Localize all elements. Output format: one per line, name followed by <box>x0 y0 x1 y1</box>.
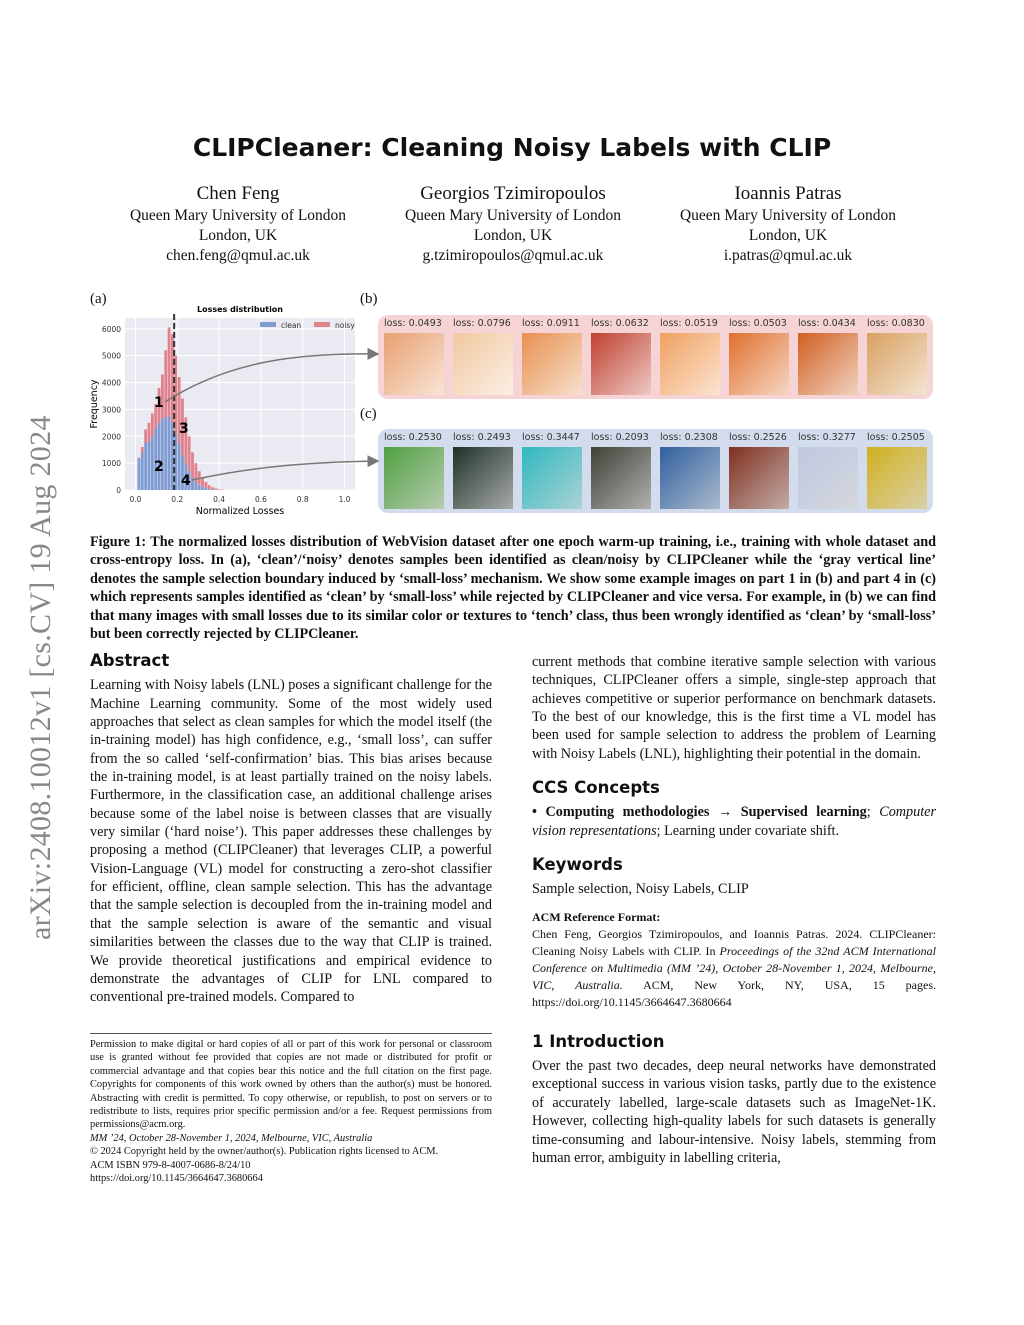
permission-text: Permission to make digital or hard copies of all or part of this work for personal or classroom use is granted without fee provided that copies are not made or distributed for profit or commercial advantage and that copies bear this notice and the full citation on the first page. Copyrights for components of this work owned by others than the author(s) must be honored. Abstracting with credit is permitted. To copy otherwise, or republish, to post on servers or to redistribute to lists, requires prior specific permission and/or a fee. Request permissions from permissions@acm.org. <box>90 1039 492 1131</box>
chart-title: Losses distribution <box>196 305 284 314</box>
bar-clean <box>168 416 171 490</box>
bar-noisy <box>188 436 191 471</box>
author-email: g.tzimiropoulos@qmul.ac.uk <box>422 247 604 264</box>
abstract-text: Learning with Noisy labels (LNL) poses a significant challenge for the Machine Learning community. Some of the most widely used approaches that select as clean samples for which the model itself (the in-training model) has high confidence, e.g., ‘small loss’, can suffer from the so called ‘self-confirmation’ bias. This bias arises because the in-training model, is at least partially trained on the noisy labels. Furthermore, in the classification case, an additional challenge arises because some of the label noise is between classes that are visually very similar (‘hard noise’). This paper addresses these challenges by proposing a method (CLIPCleaner) that leverages CLIP, a powerful Vision-Language (VL) model for constructing a zero-shot classifier for efficient, offline, clean sample selection. This has the advantage that the sample selection is decoupled from the in-training model and that the sample selection is aware of the semantic and visual similarities between the classes due to the way that CLIP is trained. We provide theoretical justifications and empirical evidence to demonstrate the advantages of CLIP for LNL compared to conventional pre-trained models. Compared to <box>90 677 492 1006</box>
loss-label: loss: 0.0493 <box>384 318 442 329</box>
example-image <box>867 447 927 509</box>
panel-c-images <box>378 429 933 513</box>
loss-label: loss: 0.3277 <box>798 432 856 443</box>
bar-noisy <box>164 350 167 417</box>
author-location: London, UK <box>748 227 828 244</box>
bar-noisy <box>214 488 217 489</box>
abstract-heading: Abstract <box>90 651 170 670</box>
bar-clean <box>144 443 147 490</box>
bar-noisy <box>218 489 221 490</box>
x-tick-label: 0.2 <box>171 495 184 504</box>
author-email: chen.feng@qmul.ac.uk <box>166 247 310 264</box>
legend-swatch-noisy <box>314 322 330 327</box>
bar-noisy <box>208 485 211 489</box>
example-image <box>384 333 444 395</box>
example-image <box>729 447 789 509</box>
y-tick-label: 3000 <box>101 405 121 415</box>
author-location: London, UK <box>473 227 553 244</box>
ccs-heading: CCS Concepts <box>532 778 660 798</box>
bar-clean <box>191 478 194 490</box>
bar-clean <box>204 488 207 490</box>
acm-ref-text: Chen Feng, Georgios Tzimiropoulos, and Ioannis Patras. 2024. CLIPCleaner: Cleaning Noisy Labels with CLIP. In <box>532 926 936 958</box>
panel-c-label: (c) <box>360 406 377 422</box>
loss-label: loss: 0.2530 <box>384 432 442 443</box>
author-email: i.patras@qmul.ac.uk <box>723 247 853 264</box>
author-name: Georgios Tzimiropoulos <box>420 183 606 204</box>
acm-ref-proceedings: Proceedings of the 32nd ACM International Conference on Multimedia (MM ’24), October 28-November 1, 2024, Melbourne, VIC, Australia. <box>532 943 936 992</box>
region-marker-1: 1 <box>154 395 164 411</box>
bar-clean <box>148 442 151 490</box>
doi-link[interactable]: https://doi.org/10.1145/3664647.3680664 <box>90 1173 263 1185</box>
bar-noisy <box>191 452 194 478</box>
arxiv-identifier: arXiv:2408.10012v1 [cs.CV] 19 Aug 2024 <box>24 415 57 940</box>
bar-clean <box>141 452 144 490</box>
x-axis-label: Normalized Losses <box>195 506 285 517</box>
example-image <box>729 333 789 395</box>
y-axis-label: Frequency <box>89 379 100 429</box>
example-image <box>591 333 651 395</box>
loss-label: loss: 0.3447 <box>522 432 580 443</box>
region-marker-3: 3 <box>179 421 189 437</box>
y-tick-label: 1000 <box>101 459 121 469</box>
figure-caption: Figure 1: The normalized losses distribution of WebVision dataset after one epoch warm-up training, i.e., training with whole dataset and cross-entropy loss. In (a), ‘clean’/‘noisy’ denotes samples been identified as clean/noisy by CLIPCleaner while the ‘gray vertical line’ denotes the sample selection boundary induced by ‘small-loss’ mechanism. We show some example images on part 1 in (b) and part 4 in (c) which represents samples identified as ‘clean’ by ‘small-loss’ while rejected by CLIPCleaner and vice versa. For example, in (b) we can find that many images with small losses due to its similar color or textures to ‘tench’ class, thus been wrongly identified as ‘clean’ by ‘small-loss’ but been correctly rejected by CLIPCleaner. <box>90 534 936 643</box>
venue: MM ’24, October 28-November 1, 2024, Melbourne, VIC, Australia <box>90 1132 373 1144</box>
ccs-italic: Computer vision representations <box>532 804 936 839</box>
loss-label: loss: 0.0519 <box>660 318 718 329</box>
bar-noisy <box>151 413 154 436</box>
bar-noisy <box>194 463 197 482</box>
ccs-text <box>532 803 936 840</box>
legend-noisy: noisy <box>335 321 355 330</box>
loss-label: loss: 0.2526 <box>729 432 787 443</box>
y-tick-label: 6000 <box>101 324 121 334</box>
bar-noisy <box>141 447 144 452</box>
bar-clean <box>208 489 211 490</box>
x-tick-label: 0.4 <box>213 495 226 504</box>
bar-noisy <box>168 327 171 416</box>
acm-ref-tail: ACM, New York, NY, USA, 15 pages. https://doi.org/10.1145/3664647.3680664 <box>532 977 936 1009</box>
permission-block <box>90 1033 492 1185</box>
bar-clean <box>161 419 164 490</box>
y-tick-label: 2000 <box>101 432 121 442</box>
author-affiliation: Queen Mary University of London <box>404 207 622 224</box>
region-marker-2: 2 <box>154 459 164 475</box>
author-block <box>373 182 653 266</box>
loss-label: loss: 0.2505 <box>867 432 925 443</box>
y-tick-label: 5000 <box>101 351 121 361</box>
bar-clean <box>158 423 161 490</box>
x-tick-label: 0.0 <box>129 495 142 504</box>
bar-clean <box>164 417 167 490</box>
bar-noisy <box>174 356 177 434</box>
example-image <box>384 447 444 509</box>
abstract-section <box>90 652 492 1007</box>
abstract-continued: current methods that combine iterative sample selection with various techniques, CLIPCleaner offers a simple, single-step approach that achieves competitive or superior performance on benchmark datasets. To the best of our knowledge, this is the first time a VL model has been used for sample selection to address the problem of Learning with Noisy Labels (LNL), highlighting their potential in the domain. <box>532 654 936 762</box>
copyright: © 2024 Copyright held by the owner/author(s). Publication rights licensed to ACM. <box>90 1146 439 1158</box>
intro-heading: 1 Introduction <box>532 1031 665 1051</box>
bar-clean <box>198 485 201 490</box>
bar-clean <box>211 489 214 490</box>
ccs-rest: ; Learning under covariate shift. <box>656 822 840 839</box>
keywords-heading: Keywords <box>532 855 623 875</box>
loss-label: loss: 0.0911 <box>522 318 580 329</box>
x-tick-label: 0.6 <box>254 495 267 504</box>
y-tick-label: 0 <box>116 486 121 495</box>
bar-noisy <box>138 458 141 459</box>
losses-histogram <box>85 300 385 522</box>
legend-swatch-clean <box>260 322 276 327</box>
author-name: Chen Feng <box>196 183 280 204</box>
loss-label: loss: 0.0632 <box>591 318 649 329</box>
region-marker-4: 4 <box>181 473 191 489</box>
example-image <box>798 447 858 509</box>
intro-text: Over the past two decades, deep neural networks have demonstrated exceptional success in various vision tasks, partly due to the existence of accurately labelled, large-scale datasets such as ImageNet-1K. However, collecting high-quality labels for such datasets is generally time-consuming and labour-intensive. Noisy labels, stemming from human error, ambiguity in labelling criteria, <box>532 1058 936 1166</box>
example-image <box>867 333 927 395</box>
panel-b-images <box>378 315 933 399</box>
bar-noisy <box>211 487 214 489</box>
example-image <box>798 333 858 395</box>
example-image <box>591 447 651 509</box>
bar-noisy <box>201 478 204 487</box>
bar-noisy <box>144 430 147 443</box>
x-tick-label: 0.8 <box>296 495 309 504</box>
bar-noisy <box>204 482 207 488</box>
right-column <box>532 653 936 1167</box>
loss-label: loss: 0.2308 <box>660 432 718 443</box>
loss-label: loss: 0.2093 <box>591 432 649 443</box>
paper-title: CLIPCleaner: Cleaning Noisy Labels with CLIP <box>192 133 832 162</box>
author-block <box>98 182 378 266</box>
example-image <box>522 447 582 509</box>
example-image <box>453 447 513 509</box>
panel-b-label: (b) <box>360 291 378 307</box>
legend-clean: clean <box>281 321 302 330</box>
loss-label: loss: 0.0434 <box>798 318 856 329</box>
isbn: ACM ISBN 979-8-4007-0686-8/24/10 <box>90 1159 251 1171</box>
example-image <box>660 333 720 395</box>
author-affiliation: Queen Mary University of London <box>129 207 347 224</box>
author-affiliation: Queen Mary University of London <box>679 207 897 224</box>
x-tick-label: 1.0 <box>338 495 351 504</box>
loss-label: loss: 0.2493 <box>453 432 511 443</box>
loss-label: loss: 0.0830 <box>867 318 925 329</box>
bar-noisy <box>198 471 201 484</box>
bar-noisy <box>148 423 151 442</box>
bar-clean <box>194 482 197 490</box>
example-image <box>660 447 720 509</box>
ccs-sep: ; <box>866 804 880 821</box>
loss-label: loss: 0.0503 <box>729 318 787 329</box>
loss-label: loss: 0.0796 <box>453 318 511 329</box>
ccs-bullet: • Computing methodologies → Supervised learning <box>532 804 867 821</box>
example-image <box>522 333 582 395</box>
example-image <box>453 333 513 395</box>
y-tick-label: 4000 <box>101 378 121 388</box>
author-block <box>648 182 928 266</box>
acm-reference <box>532 909 936 1011</box>
bar-clean <box>201 487 204 490</box>
author-name: Ioannis Patras <box>734 183 842 204</box>
bar-clean <box>138 459 141 490</box>
author-location: London, UK <box>198 227 278 244</box>
acm-ref-heading: ACM Reference Format: <box>532 909 661 924</box>
panel-a-label: (a) <box>90 291 107 307</box>
keywords-text: Sample selection, Noisy Labels, CLIP <box>532 881 749 898</box>
